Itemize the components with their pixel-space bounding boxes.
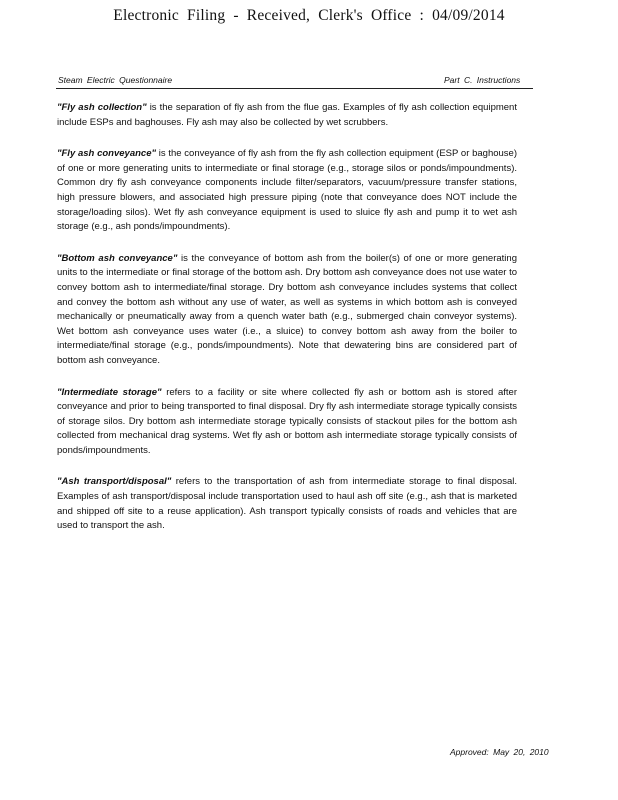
definition-text: is the separation of fly ash from the flue gas. Examples of fly ash collection equipment include ESPs and baghouses. Fly ash may also be collected by wet scrubbers.: [57, 102, 517, 128]
definition-intermediate-storage: [57, 386, 517, 459]
definition-term: "Ash transport/disposal": [57, 476, 172, 488]
definition-term: "Bottom ash conveyance": [57, 252, 178, 264]
definitions-body: [57, 101, 517, 551]
definition-term: "Fly ash collection": [57, 102, 147, 113]
definition-fly-ash-collection: [57, 101, 517, 130]
definition-bottom-ash-conveyance: [57, 252, 517, 369]
definition-term: "Fly ash conveyance": [57, 148, 156, 160]
definition-ash-transport-disposal: [57, 475, 517, 533]
definition-text: refers to a facility or site where collected fly ash or bottom ash is stored after conveyance and prior to being transported to final disposal. Dry fly ash intermediate storage typically consists of storage silos. Dry bottom ash intermediate storage typically consists of stackout piles for the bottom ash collected from mechanical drag systems. Wet fly ash or bottom ash intermediate storage typically consists of ponds/impoundments.: [57, 386, 517, 456]
definition-term: "Intermediate storage": [57, 386, 162, 398]
definition-text: refers to the transportation of ash from intermediate storage to final disposal. Examples of ash transport/disposal include transportation used to haul ash off site (e.g., ash that is marketed and shipped off site to a reuse application). Ash transport typically consists of roads and vehicles that are used to transport the ash.: [57, 476, 517, 532]
document-title: Steam Electric Questionnaire: [58, 75, 173, 85]
filing-stamp: Electronic Filing - Received, Clerk's Office : 04/09/2014: [113, 7, 505, 24]
definition-text: is the conveyance of fly ash from the fly ash collection equipment (ESP or baghouse) of one or more generating units to intermediate or final storage (e.g., storage silos or ponds/impoundments). Common dry fly ash conveyance components include filter/separators, vacuum/pressure transfer stations, high pressure blowers, and associated high pressure piping (note that conveyance does NOT include the storage/loading silos). Wet fly ash conveyance equipment is used to sluice fly ash and pump it to wet ash storage (e.g., ash ponds/impoundments).: [57, 148, 518, 233]
definition-text: is the conveyance of bottom ash from the boiler(s) of one or more generating units to the intermediate or final storage of the bottom ash. Dry bottom ash conveyance does not use water to convey bottom ash to intermediate/final storage. Dry bottom ash conveyance includes systems that collect and convey the bottom ash without any use of water, as well as systems in which bottom ash is conveyed mechanically or pneumatically away from a quench water bath (e.g., submerged chain conveyor systems). Wet bottom ash conveyance uses water (i.e., a sluice) to convey bottom ash away from the boiler to intermediate/final storage (e.g., ponds/impoundments). Note that dewatering bins are considered part of bottom ash conveyance.: [57, 252, 517, 366]
header-divider: [56, 88, 533, 89]
section-title: Part C. Instructions: [444, 75, 521, 85]
approval-date: Approved: May 20, 2010: [450, 747, 549, 757]
definition-fly-ash-conveyance: [57, 147, 517, 235]
